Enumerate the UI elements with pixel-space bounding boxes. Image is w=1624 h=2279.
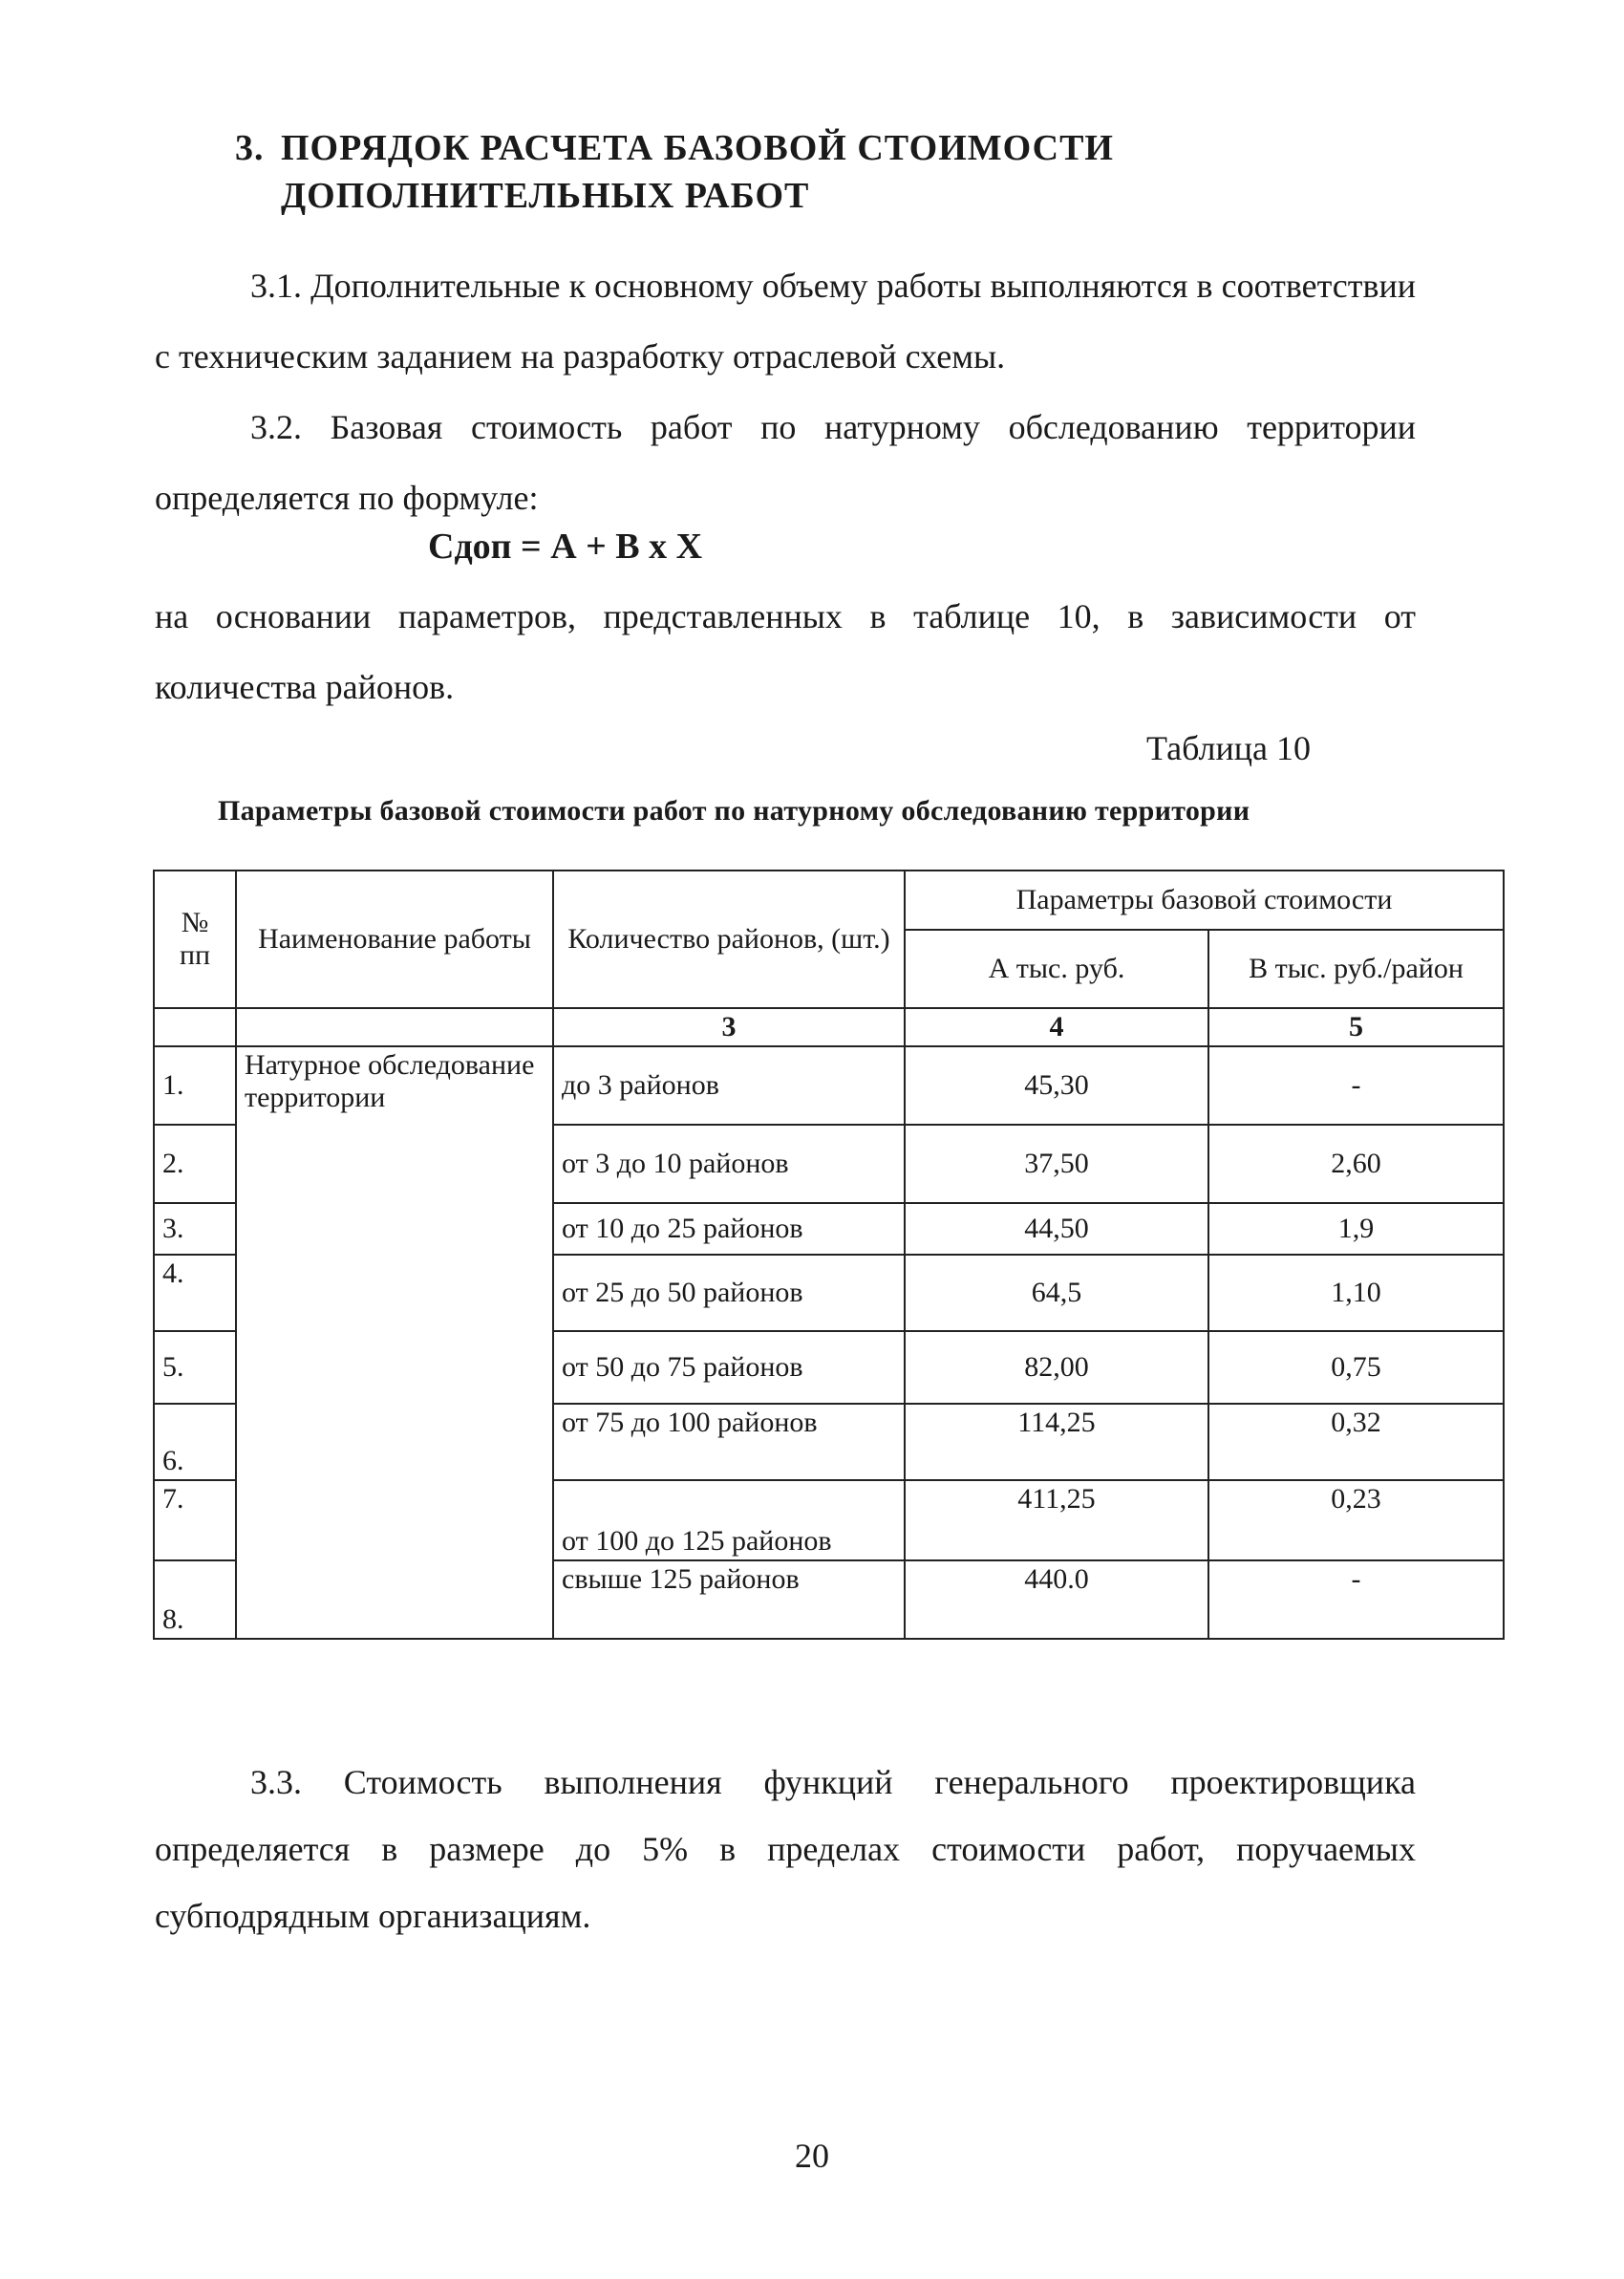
paragraph-3-3: 3.3. Стоимость выполнения функций генерального проектировщика определяется в размере до 5% в пределах стоимости работ, поручаемых субподрядным организациям. xyxy=(155,1763,1416,1935)
section-title-line1: ПОРЯДОК РАСЧЕТА БАЗОВОЙ СТОИМОСТИ xyxy=(281,128,1114,168)
header-params: Параметры базовой стоимости xyxy=(905,871,1504,930)
formula: Сдоп = А + В х Х xyxy=(428,527,703,567)
header-count: Количество районов, (шт.) xyxy=(553,871,905,1008)
table-number: Таблица 10 xyxy=(1146,729,1311,767)
col-number-3: 3 xyxy=(553,1008,905,1046)
header-a: А тыс. руб. xyxy=(905,930,1208,1008)
paragraph-3-2: 3.2. Базовая стоимость работ по натурному обследованию территории определяется по формуле: xyxy=(155,408,1416,517)
parameters-table xyxy=(153,870,1505,1640)
header-b: В тыс. руб./район xyxy=(1208,930,1504,1008)
table-row: 1. Натурное обследование территории до 3 районов 45,30 - xyxy=(154,1046,1504,1125)
header-num: № пп xyxy=(154,871,236,1008)
table-row: 5. от 50 до 75 районов 82,00 0,75 xyxy=(154,1331,1504,1404)
paragraph-3-1: 3.1. Дополнительные к основному объему работы выполняются в соответствии с техническим заданием на разработку отраслевой схемы. xyxy=(155,267,1416,376)
col-number-5: 5 xyxy=(1208,1008,1504,1046)
work-name-cell: Натурное обследование территории xyxy=(236,1046,553,1639)
table-title: Параметры базовой стоимости работ по натурному обследованию территории xyxy=(218,795,1250,827)
section-title-line2: ДОПОЛНИТЕЛЬНЫХ РАБОТ xyxy=(281,176,810,216)
header-name: Наименование работы xyxy=(236,871,553,1008)
table-row: 8. свыше 125 районов 440.0 - xyxy=(154,1560,1504,1639)
page-number: 20 xyxy=(795,2137,829,2175)
table-row: 7. от 100 до 125 районов 411,25 0,23 xyxy=(154,1480,1504,1560)
table-row: 2. от 3 до 10 районов 37,50 2,60 xyxy=(154,1125,1504,1203)
column-number-row xyxy=(154,1008,1504,1046)
table-row: 3. от 10 до 25 районов 44,50 1,9 xyxy=(154,1203,1504,1255)
paragraph-3-2-continued: на основании параметров, представленных в таблице 10, в зависимости от количества районов. xyxy=(155,597,1416,706)
table-row: 4. от 25 до 50 районов 64,5 1,10 xyxy=(154,1255,1504,1331)
section-heading xyxy=(235,124,1381,220)
col-number-4: 4 xyxy=(905,1008,1208,1046)
table-row: 6. от 75 до 100 районов 114,25 0,32 xyxy=(154,1404,1504,1480)
section-number: 3. xyxy=(235,128,265,168)
